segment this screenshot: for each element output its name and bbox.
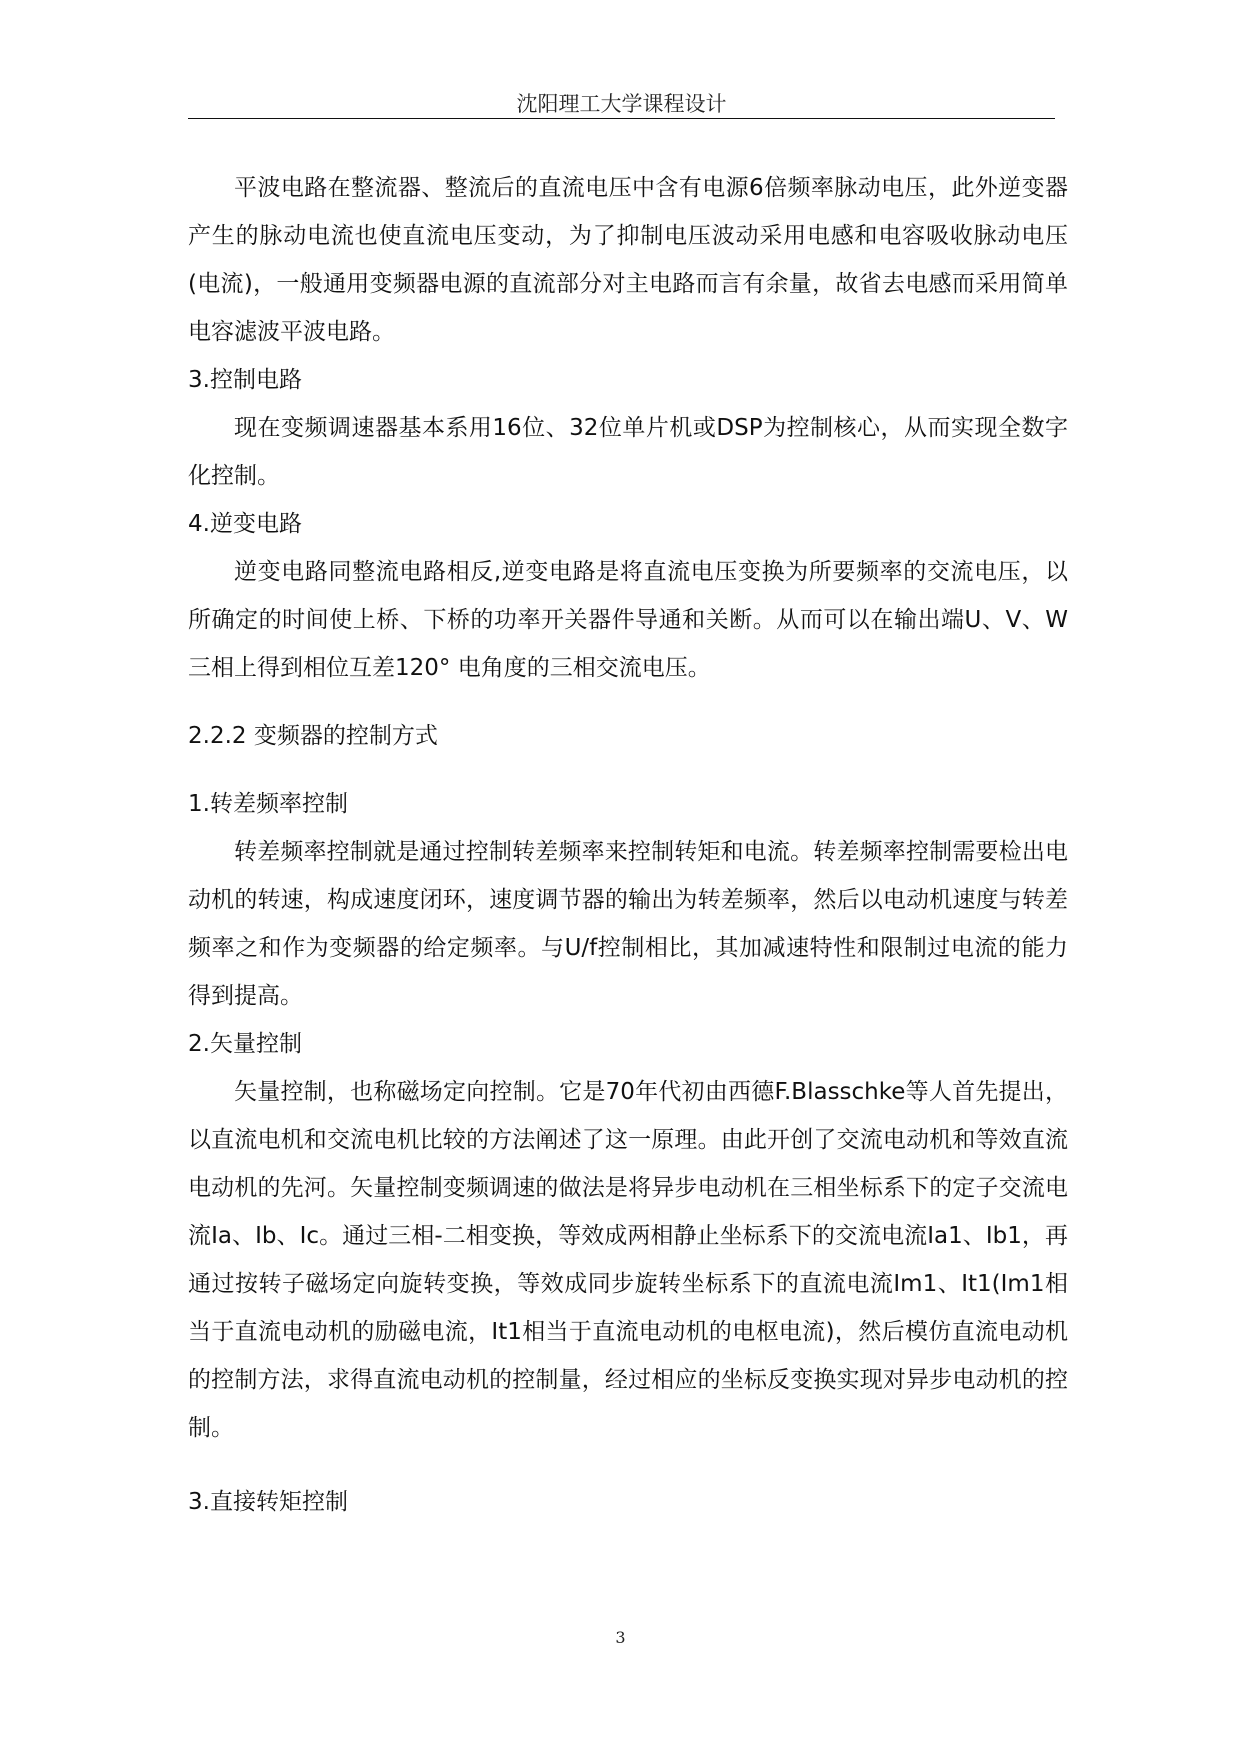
page-body xyxy=(188,164,1068,1526)
header-rule xyxy=(188,118,1055,119)
page-number: 3 xyxy=(615,1628,626,1647)
page-header: 沈阳理工大学课程设计 xyxy=(516,92,727,116)
paragraph-inverter-circuit: 逆变电路同整流电路相反,逆变电路是将直流电压变换为所要频率的交流电压，以所确定的时间使上桥、下桥的功率开关器件导通和关断。从而可以在输出端U、V、W三相上得到相位互差120° 电角度的三相交流电压。 xyxy=(188,559,1068,681)
paragraph-vector-control: 矢量控制，也称磁场定向控制。它是70年代初由西德F.Blasschke等人首先提出，以直流电机和交流电机比较的方法阐述了这一原理。由此开创了交流电动机和等效直流电动机的先河。矢量控制变频调速的做法是将异步电动机在三相坐标系下的定子交流电流Ia、Ib、Ic。通过三相-二相变换，等效成两相静止坐标系下的交流电流Ia1、Ib1，再通过按转子磁场定向旋转变换，等效成同步旋转坐标系下的直流电流Im1、It1(Im1相当于直流电动机的励磁电流，It1相当于直流电动机的电枢电流)，然后模仿直流电动机的控制方法，求得直流电动机的控制量，经过相应的坐标反变换实现对异步电动机的控制。 xyxy=(188,1079,1068,1441)
paragraph-smoothing-circuit: 平波电路在整流器、整流后的直流电压中含有电源6倍频率脉动电压，此外逆变器产生的脉动电流也使直流电压变动，为了抑制电压波动采用电感和电容吸收脉动电压(电流)，一般通用变频器电源的直流部分对主电路而言有余量，故省去电感而采用简单电容滤波平波电路。 xyxy=(188,175,1068,345)
subheading-vector-control: 2.矢量控制 xyxy=(188,1031,302,1057)
paragraph-gap xyxy=(188,1452,1068,1478)
section-heading: 2.2.2 变频器的控制方式 xyxy=(188,723,438,749)
subheading-inverter-circuit: 4.逆变电路 xyxy=(188,511,302,537)
paragraph-slip-frequency: 转差频率控制就是通过控制转差频率来控制转矩和电流。转差频率控制需要检出电动机的转速，构成速度闭环，速度调节器的输出为转差频率，然后以电动机速度与转差频率之和作为变频器的给定频率。与U/f控制相比，其加减速特性和限制过电流的能力得到提高。 xyxy=(188,839,1068,1009)
subheading-control-circuit: 3.控制电路 xyxy=(188,367,302,393)
paragraph-control-circuit: 现在变频调速器基本系用16位、32位单片机或DSP为控制核心，从而实现全数字化控制。 xyxy=(188,415,1068,489)
subheading-slip-frequency: 1.转差频率控制 xyxy=(188,791,348,817)
subheading-direct-torque: 3.直接转矩控制 xyxy=(188,1489,348,1515)
